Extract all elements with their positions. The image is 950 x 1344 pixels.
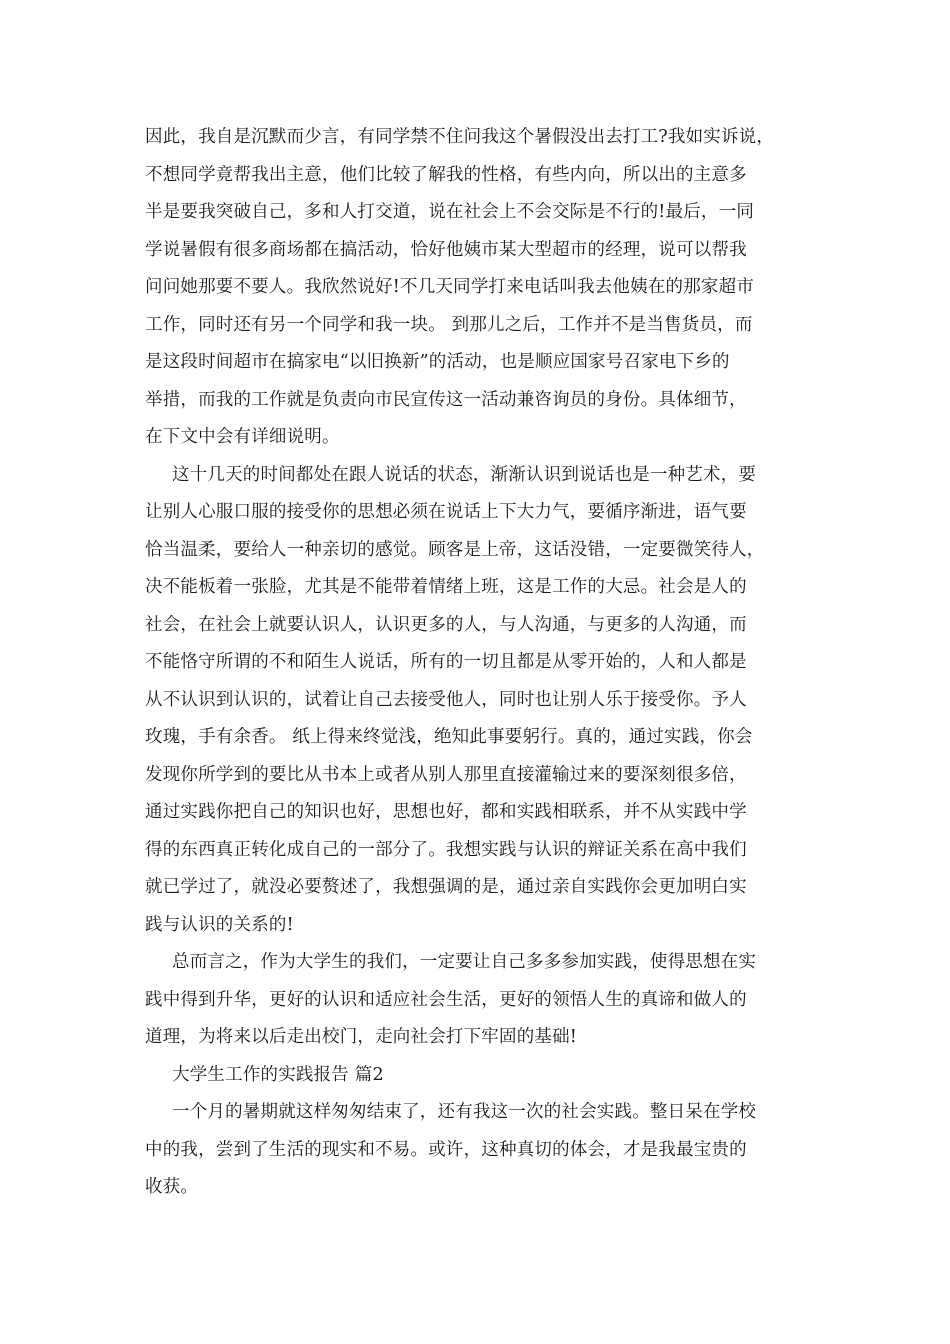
- text-line: 让别人心服口服的接受你的思想必须在说话上下大力气，要循序渐进，语气要: [145, 502, 747, 522]
- text-line: 践与认识的关系的!: [145, 915, 294, 935]
- text-line: 就已学过了，就没必要赘述了，我想强调的是，通过亲自实践你会更加明白实: [145, 877, 747, 897]
- text-line: 玫瑰，手有余香。 纸上得来终觉浅，绝知此事要躬行。真的，通过实践，你会: [145, 727, 753, 747]
- text-line: 恰当温柔，要给人一种亲切的感觉。顾客是上帝，这话没错，一定要微笑待人，: [145, 540, 765, 560]
- text-line: 收获。: [145, 1177, 199, 1197]
- text-line: 得的东西真正转化成自己的一部分了。我想实践与认识的辩证关系在高中我们: [145, 840, 747, 860]
- text-line: 不能恪守所谓的不和陌生人说话，所有的一切且都是从零开始的，人和人都是: [145, 652, 747, 672]
- text-line: 决不能板着一张脸，尤其是不能带着情绪上班，这是工作的大忌。社会是人的: [145, 577, 747, 597]
- text-line: 工作，同时还有另一个同学和我一块。 到那儿之后，工作并不是当售货员，而: [145, 315, 753, 335]
- text-line: 在下文中会有详细说明。: [145, 427, 340, 447]
- text-line: 学说暑假有很多商场都在搞活动，恰好他姨市某大型超市的经理，说可以帮我: [145, 240, 747, 260]
- paragraph-first-line: 一个月的暑期就这样匆匆结束了，还有我这一次的社会实践。整日呆在学校: [172, 1102, 757, 1122]
- section-heading: 大学生工作的实践报告 篇2: [172, 1065, 384, 1085]
- text-line: 中的我，尝到了生活的现实和不易。或许，这种真切的体会，才是我最宝贵的: [145, 1140, 747, 1160]
- text-line: 不想同学竟帮我出主意，他们比较了解我的性格，有些内向，所以出的主意多: [145, 165, 747, 185]
- paragraph-first-line: 总而言之，作为大学生的我们，一定要让自己多多参加实践，使得思想在实: [172, 952, 757, 972]
- text-line: 问问她那要不要人。我欣然说好!不几天同学打来电话叫我去他姨在的那家超市: [145, 277, 755, 297]
- text-line: 践中得到升华，更好的认识和适应社会生活，更好的领悟人生的真谛和做人的: [145, 990, 747, 1010]
- text-line: 社会，在社会上就要认识人，认识更多的人，与人沟通，与更多的人沟通，而: [145, 615, 747, 635]
- text-line: 是这段时间超市在搞家电“以旧换新”的活动，也是顺应国家号召家电下乡的: [145, 352, 730, 372]
- text-line: 举措，而我的工作就是负责向市民宣传这一活动兼咨询员的身份。具体细节，: [145, 390, 747, 410]
- text-line: 从不认识到认识的，试着让自己去接受他人，同时也让别人乐于接受你。予人: [145, 690, 747, 710]
- text-line: 半是要我突破自己，多和人打交道，说在社会上不会交际是不行的!最后，一同: [145, 202, 755, 222]
- text-line: 发现你所学到的要比从书本上或者从别人那里直接灌输过来的要深刻很多倍，: [145, 765, 747, 785]
- text-line: 因此，我自是沉默而少言，有同学禁不住问我这个暑假没出去打工?我如实诉说，: [145, 127, 775, 147]
- text-line: 通过实践你把自己的知识也好，思想也好，都和实践相联系，并不从实践中学: [145, 802, 747, 822]
- paragraph-first-line: 这十几天的时间都处在跟人说话的状态，渐渐认识到说话也是一种艺术，要: [172, 465, 757, 485]
- text-line: 道理，为将来以后走出校门，走向社会打下牢固的基础!: [145, 1027, 578, 1047]
